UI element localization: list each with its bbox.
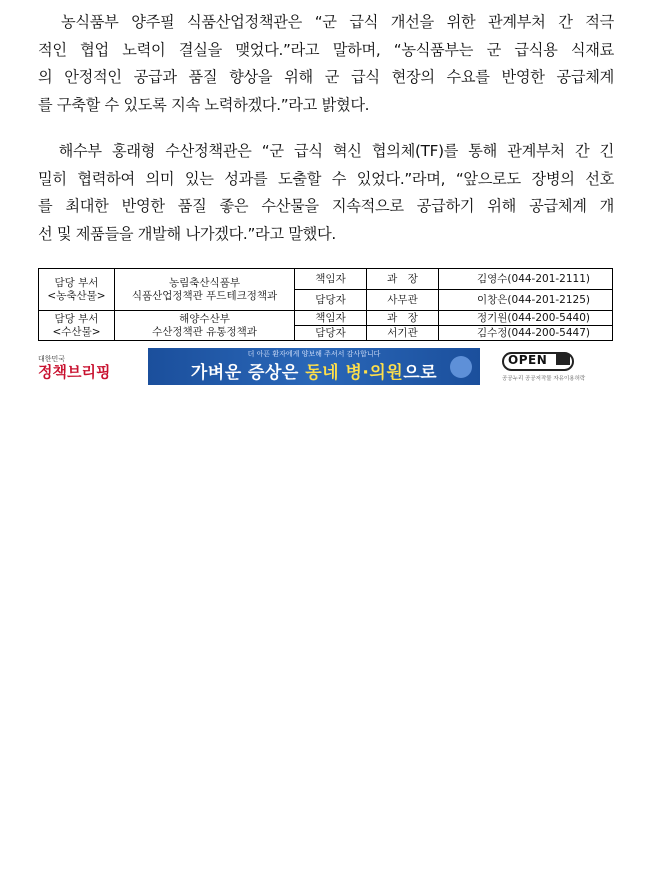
brand-small-text: 대한민국: [38, 355, 66, 363]
title-cell: 사무관: [367, 290, 439, 311]
paragraph-line: 해수부 홍래형 수산정책관은 “군 급식 혁신 협의체(TF)를 통해 관계부처 간 긴: [38, 142, 614, 160]
title-cell: 과 장: [367, 311, 439, 326]
role-cell: 책임자: [295, 311, 367, 326]
title-cell: 과 장: [367, 269, 439, 290]
paragraph-agriculture-quote: [38, 9, 614, 119]
person-cell: 김영수(044-201-2111): [439, 269, 613, 290]
paragraph-line: 를 최대한 반영한 품질 좋은 수산물을 지속적으로 공급하기 위해 공급체계 개: [38, 197, 614, 215]
person-cell: 이창은(044-201-2125): [439, 290, 613, 311]
paragraph-fisheries-quote: [38, 138, 614, 248]
dept-sub: <농축산물>: [47, 289, 106, 302]
org-cell: [115, 269, 295, 311]
office-name: 식품산업정책관 푸드테크정책과: [131, 289, 278, 302]
org-name: 해양수산부: [179, 312, 230, 325]
open-caption: 공공누리 공공저작물 자유이용허락: [502, 376, 586, 382]
dept-label: 담당 부서: [54, 312, 99, 325]
role-cell: 책임자: [295, 269, 367, 290]
brand-name: 정책브리핑: [38, 363, 111, 381]
banner-decoration-icon: [450, 356, 472, 378]
dept-label: 담당 부서: [54, 276, 99, 289]
banner-subtitle: 더 아픈 환자에게 양보해 주셔서 감사합니다: [247, 350, 381, 358]
paragraph-line: 선 및 제품들을 개발해 나가겠다.”라고 말했다.: [38, 224, 336, 243]
paragraph-line: 밀히 협력하여 의미 있는 성과를 도출할 수 있었다.”라며, “앞으로도 장병의 선호: [38, 169, 614, 188]
paragraph-line: 의 안정적인 공급과 품질 향상을 위해 군 급식 현장의 수요를 반영한 공급체계: [38, 68, 614, 86]
banner-headline: [148, 358, 480, 383]
dept-cell: [39, 269, 115, 311]
table-row: [39, 269, 613, 290]
org-name: 농림축산식품부: [168, 276, 240, 289]
campaign-banner[interactable]: [148, 348, 480, 385]
dept-cell: [39, 311, 115, 341]
license-type-icon: [556, 354, 570, 365]
org-cell: [115, 311, 295, 341]
paragraph-line: 적인 협업 노력이 결실을 맺었다.”라고 말하며, “농식품부는 군 급식용 식재료: [38, 40, 614, 59]
banner-headline-part2: 으로: [403, 363, 438, 383]
open-word: OPEN: [508, 353, 548, 367]
banner-headline-highlight: 동네 병·의원: [305, 363, 404, 383]
dept-sub: <수산물>: [52, 325, 101, 338]
office-name: 수산정책관 유통정책과: [152, 325, 257, 338]
paragraph-line: 농식품부 양주필 식품산업정책관은 “군 급식 개선을 위한 관계부처 간 적극: [38, 13, 614, 31]
role-cell: 담당자: [295, 290, 367, 311]
contact-table: [38, 268, 613, 341]
person-cell: 정기원(044-200-5440): [439, 311, 613, 326]
role-cell: 담당자: [295, 326, 367, 341]
banner-headline-part1: 가벼운 증상은: [190, 363, 306, 383]
policy-briefing-logo[interactable]: [38, 354, 114, 386]
paragraph-line: 를 구축할 수 있도록 지속 노력하겠다.”라고 밝혔다.: [38, 95, 370, 114]
title-cell: 서기관: [367, 326, 439, 341]
kogl-open-license-badge[interactable]: [502, 352, 586, 384]
person-cell: 김수정(044-200-5447): [439, 326, 613, 341]
footer-bar: [38, 348, 614, 388]
table-row: [39, 311, 613, 326]
